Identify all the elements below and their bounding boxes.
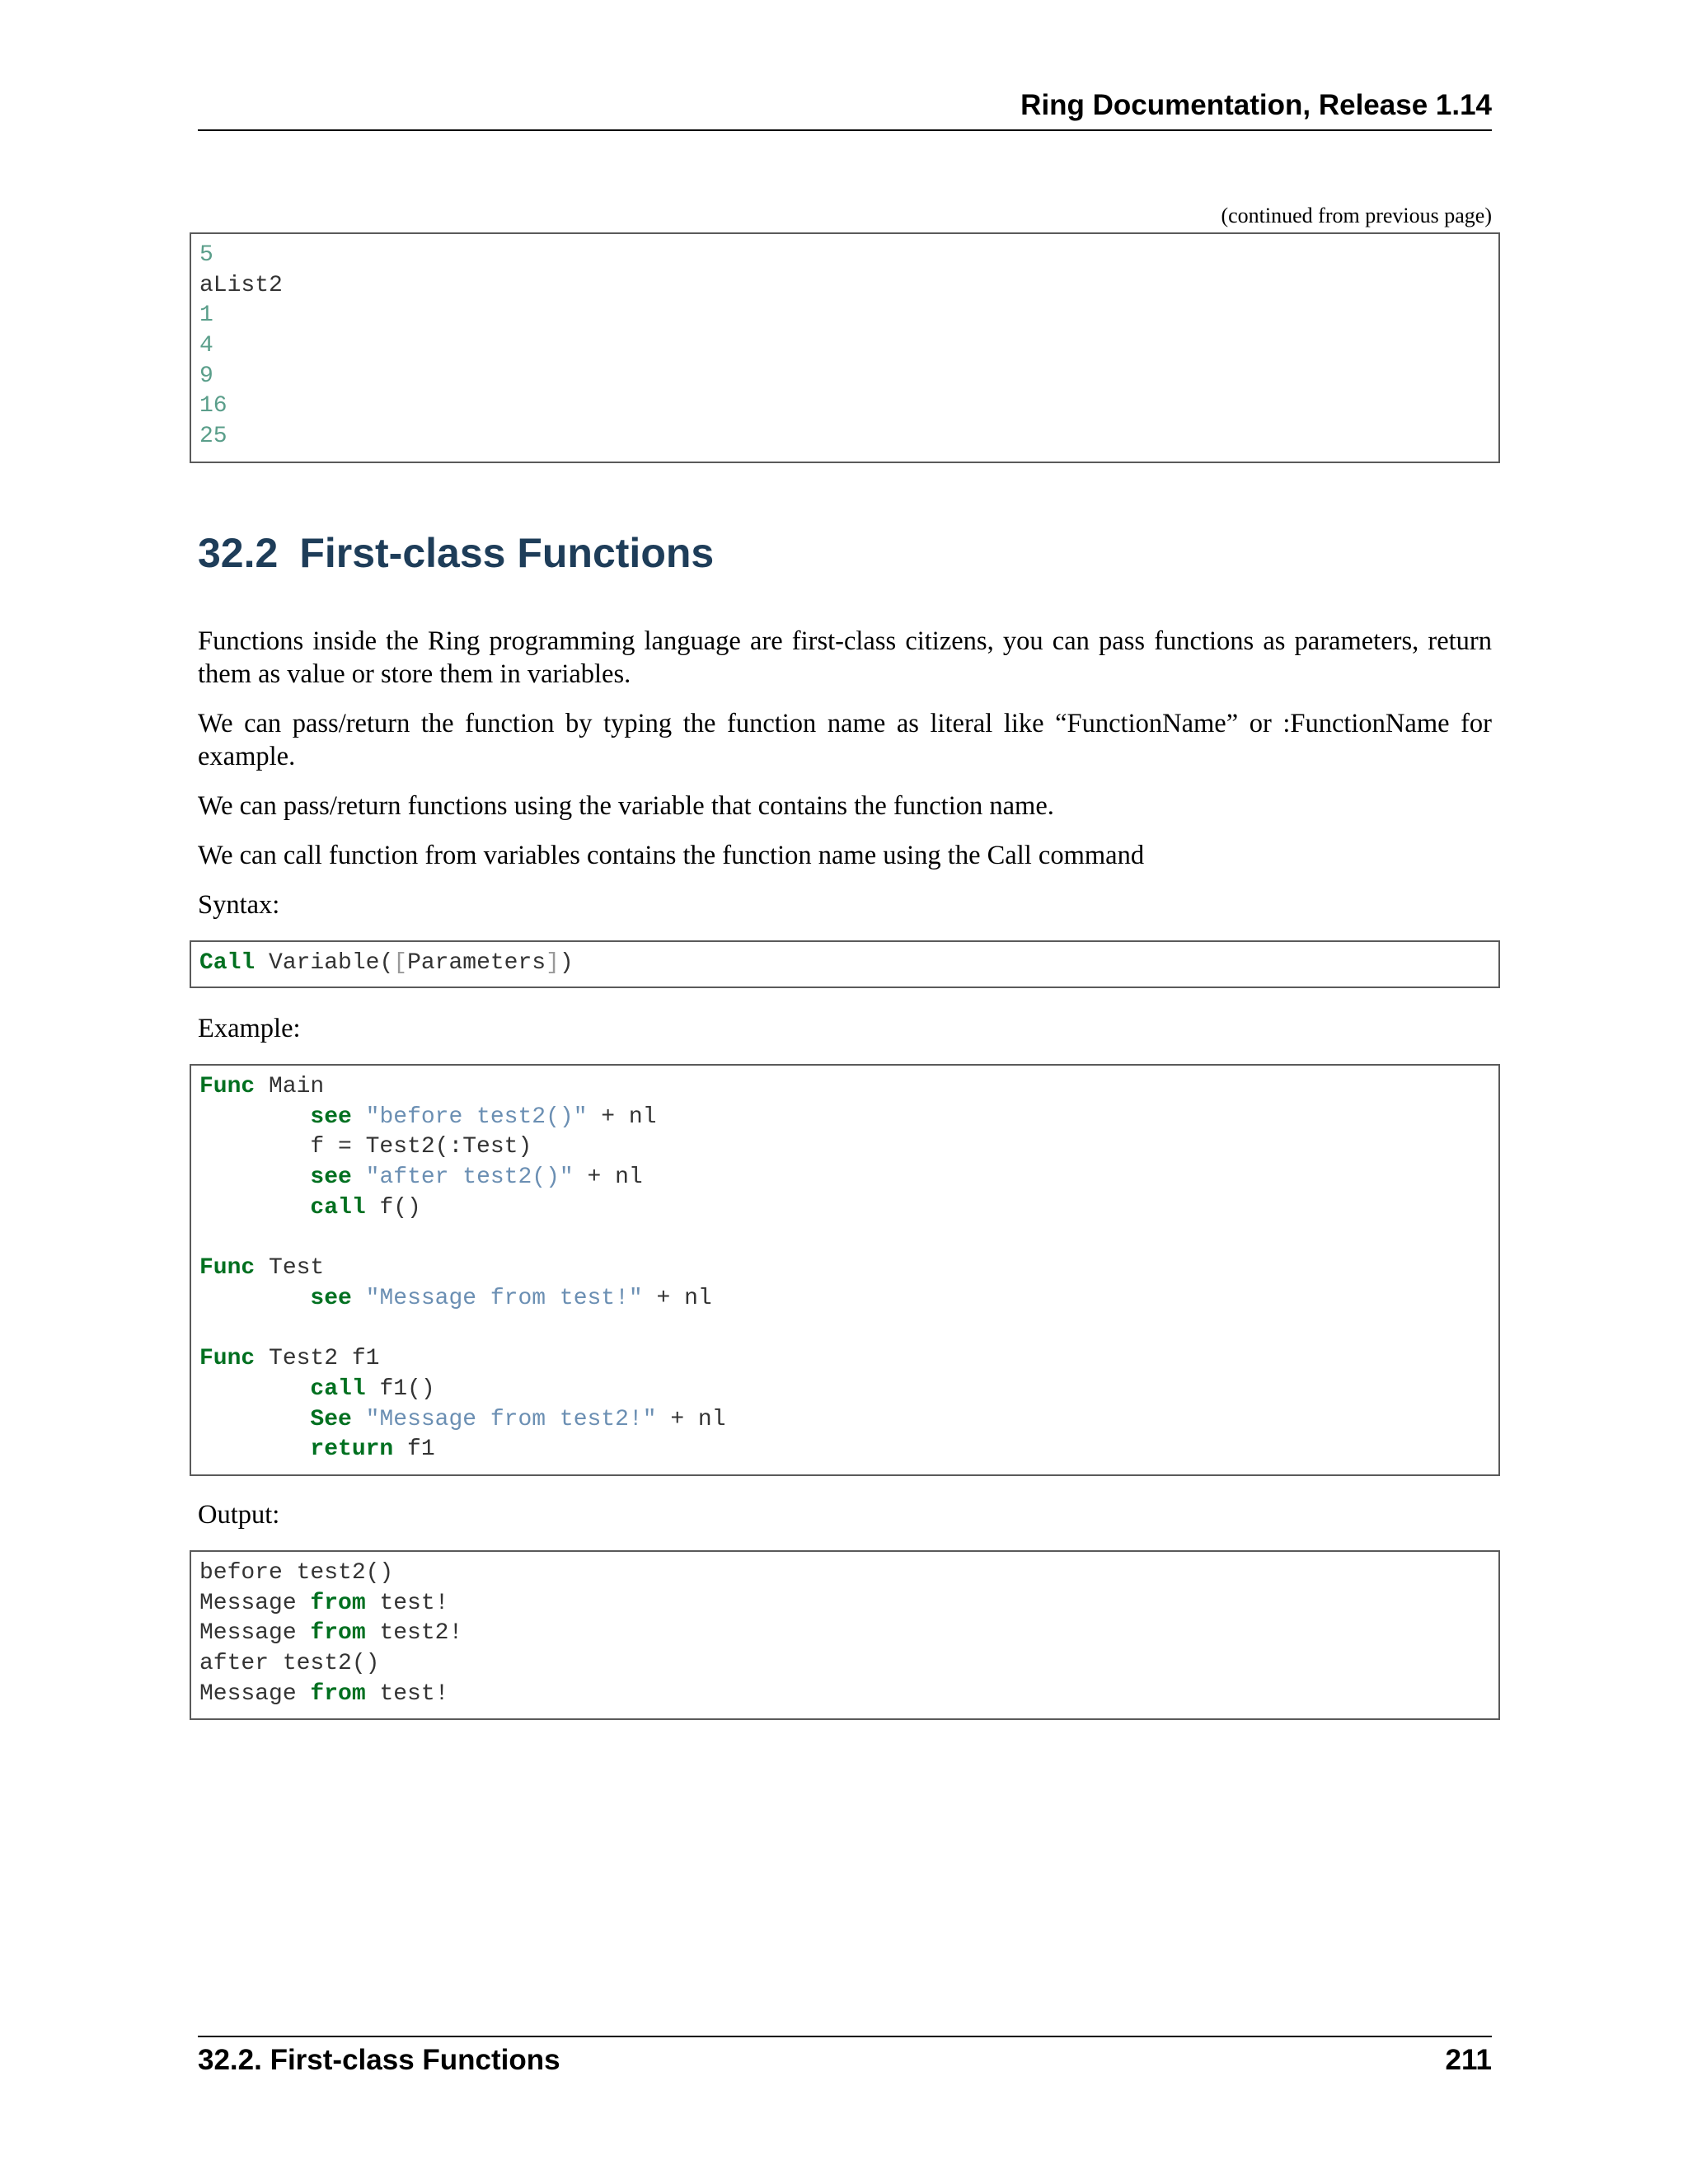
code-text: + nl (587, 1104, 657, 1130)
code-line (199, 1132, 1490, 1163)
code-line: 25 (199, 424, 227, 450)
code-keyword: from (310, 1680, 366, 1707)
code-keyword: Call (199, 950, 256, 976)
code-text: Main (255, 1074, 325, 1099)
code-line (199, 1193, 1490, 1224)
code-bracket: ] (546, 950, 560, 976)
code-line (199, 1589, 1490, 1619)
code-line (199, 949, 1490, 979)
code-line (199, 1163, 1490, 1193)
code-text: + nl (656, 1406, 726, 1432)
code-bracket: [ (393, 950, 408, 976)
code-text: Message (199, 1620, 311, 1647)
code-keyword: see (310, 1165, 352, 1191)
section-title (198, 529, 714, 577)
page-header: Ring Documentation, Release 1.14 (1020, 89, 1492, 121)
code-text: Message (199, 1680, 311, 1707)
code-line (199, 1619, 1490, 1649)
footer-section: 32.2. First-class Functions (198, 2044, 560, 2076)
code-keyword: from (310, 1620, 366, 1647)
code-line-blank (199, 1315, 1490, 1345)
code-line: 4 (199, 333, 213, 359)
code-line: aList2 (199, 272, 283, 298)
code-line: 5 (199, 242, 213, 268)
code-keyword: Func (199, 1074, 256, 1099)
code-text: f1() (365, 1376, 435, 1402)
code-block-example (190, 1064, 1500, 1476)
code-block-syntax (190, 940, 1500, 988)
code-line (199, 1375, 1490, 1405)
code-keyword: Func (199, 1346, 256, 1372)
code-line (199, 1405, 1490, 1436)
paragraph: Functions inside the Ring programming language are first-class citizens, you can pass functions as parameters, return them as value or store them in variables. (198, 626, 1492, 689)
code-keyword: call (310, 1376, 366, 1402)
code-keyword: call (310, 1194, 366, 1221)
code-text: f1 (393, 1436, 435, 1463)
code-text: + nl (642, 1285, 712, 1311)
code-line (199, 1284, 1490, 1315)
code-string: "Message from test!" (365, 1285, 643, 1311)
code-keyword: see (310, 1285, 352, 1311)
code-line: 1 (199, 302, 213, 329)
code-keyword: see (310, 1104, 352, 1130)
code-line (199, 1103, 1490, 1133)
code-keyword: from (310, 1590, 366, 1616)
section-title-text: First-class Functions (299, 530, 715, 576)
code-text: test! (365, 1590, 449, 1616)
section-number: 32.2 (198, 530, 279, 576)
code-text: Test2 f1 (255, 1346, 380, 1372)
code-keyword: Func (199, 1255, 256, 1282)
code-line (199, 1680, 1490, 1710)
code-keyword: See (310, 1406, 352, 1432)
code-text: test! (365, 1680, 449, 1707)
output-label: Output: (198, 1500, 280, 1530)
code-line (199, 1435, 1490, 1465)
code-text: Test (255, 1255, 325, 1282)
code-text: Variable( (255, 950, 394, 976)
code-text: ) (559, 950, 574, 976)
page-number: 211 (1445, 2044, 1492, 2076)
code-block-output (190, 1550, 1500, 1720)
code-line (199, 1344, 1490, 1375)
code-text: f() (365, 1194, 421, 1221)
code-text: Parameters (407, 950, 546, 976)
code-line (199, 1254, 1490, 1284)
example-label: Example: (198, 1014, 301, 1043)
code-line-blank (199, 1223, 1490, 1254)
header-rule (198, 129, 1492, 131)
code-line: before test2() (199, 1560, 394, 1586)
code-text: + nl (573, 1165, 643, 1191)
footer-rule (198, 2036, 1492, 2037)
paragraph: We can call function from variables contains the function name using the Call command (198, 841, 1145, 870)
syntax-label: Syntax: (198, 890, 280, 920)
code-block-output-continued (190, 232, 1500, 463)
code-line: after test2() (199, 1651, 380, 1677)
code-line (199, 1072, 1490, 1103)
code-line: 9 (199, 363, 213, 389)
paragraph: We can pass/return functions using the variable that contains the function name. (198, 791, 1054, 821)
code-text: f = Test2(:Test) (310, 1134, 532, 1160)
code-text: test2! (365, 1620, 463, 1647)
code-string: "before test2()" (365, 1104, 588, 1130)
continued-note: (continued from previous page) (1221, 204, 1492, 227)
code-text: Message (199, 1590, 311, 1616)
code-line: 16 (199, 393, 227, 419)
code-keyword: return (310, 1436, 394, 1463)
code-string: "Message from test2!" (365, 1406, 657, 1432)
code-string: "after test2()" (365, 1165, 574, 1191)
paragraph: We can pass/return the function by typing the function name as literal like “FunctionName” or :FunctionName for example. (198, 709, 1492, 771)
